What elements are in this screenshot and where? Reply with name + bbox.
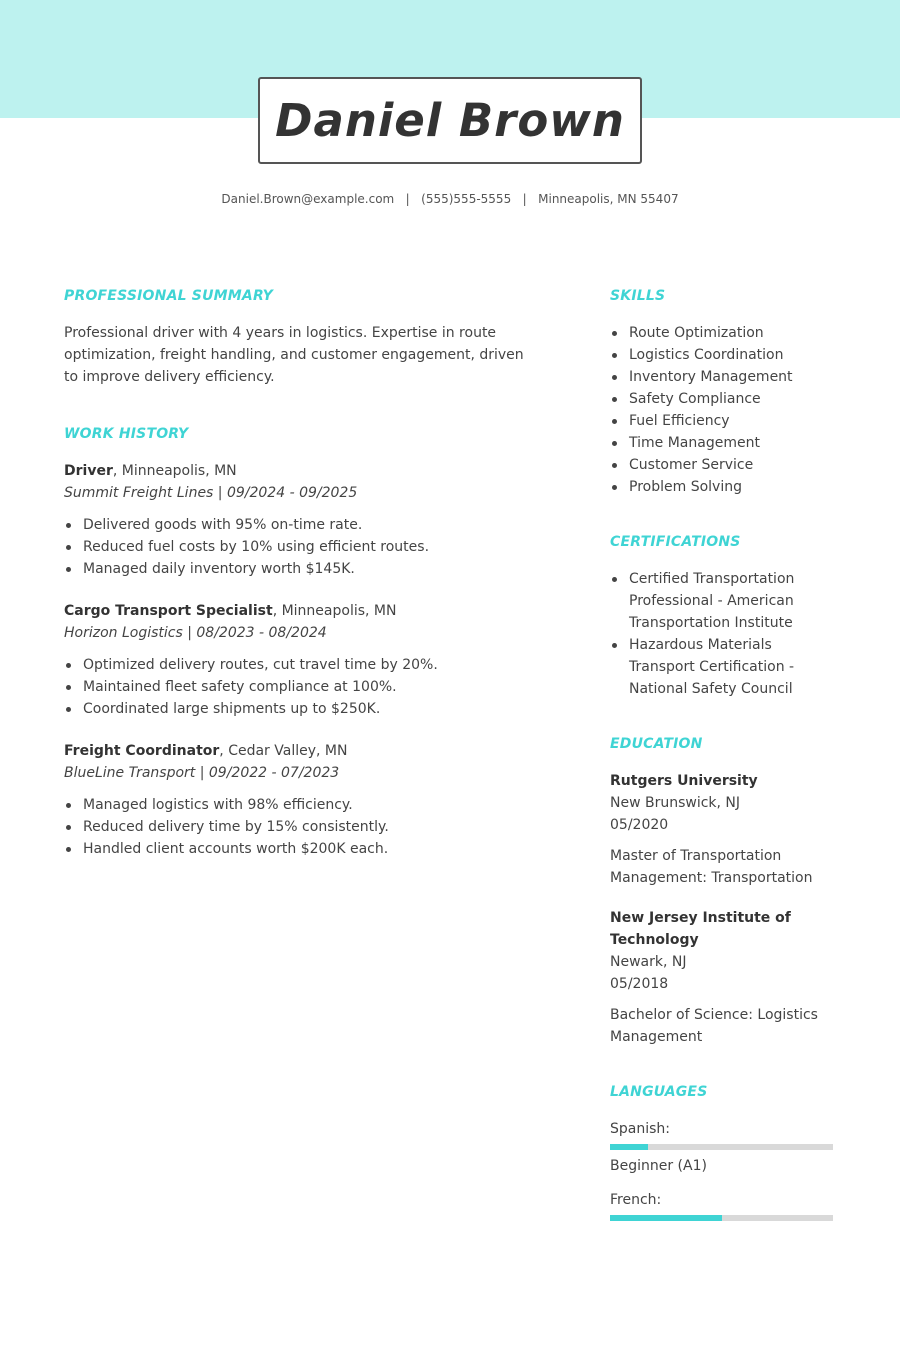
skills-list xyxy=(610,322,840,498)
list-item xyxy=(64,676,534,698)
language-proficiency-fill xyxy=(610,1215,722,1221)
certification-text: Hazardous Materials Transport Certification - National Safety Council xyxy=(629,637,795,697)
bullet-icon xyxy=(66,567,71,572)
certifications-title: CERTIFICATIONS xyxy=(610,534,741,550)
bullet-icon xyxy=(612,463,617,468)
language-name: Spanish: xyxy=(610,1121,670,1137)
bullet-text: Optimized delivery routes, cut travel time by 20%. xyxy=(83,657,438,673)
job-entry xyxy=(64,460,534,580)
graduation-date: 05/2018 xyxy=(610,976,669,992)
certification-item xyxy=(610,634,840,700)
job-entry xyxy=(64,740,534,860)
skill-text: Customer Service xyxy=(629,457,754,473)
list-item xyxy=(64,838,534,860)
list-item xyxy=(64,698,534,720)
bullet-text: Delivered goods with 95% on-time rate. xyxy=(83,517,363,533)
skill-text: Problem Solving xyxy=(629,479,742,495)
skill-item xyxy=(610,432,840,454)
job-bullets xyxy=(64,654,534,720)
list-item xyxy=(64,514,534,536)
bullet-icon xyxy=(612,577,617,582)
job-company-dates: Summit Freight Lines | 09/2024 - 09/2025 xyxy=(64,485,358,501)
job-role: Cargo Transport Specialist xyxy=(64,603,273,619)
language-proficiency-fill xyxy=(610,1144,648,1150)
bullet-icon xyxy=(612,441,617,446)
school-name: New Jersey Institute of Technology xyxy=(610,910,791,948)
skills-title: SKILLS xyxy=(610,288,666,304)
bullet-text: Reduced delivery time by 15% consistently. xyxy=(83,819,389,835)
skill-item xyxy=(610,454,840,476)
bullet-icon xyxy=(66,847,71,852)
skill-text: Time Management xyxy=(629,435,760,451)
bullet-icon xyxy=(612,643,617,648)
bullet-icon xyxy=(612,375,617,380)
job-bullets xyxy=(64,794,534,860)
skill-item xyxy=(610,344,840,366)
school-name: Rutgers University xyxy=(610,773,758,789)
language-proficiency-bar xyxy=(610,1144,833,1150)
job-bullets xyxy=(64,514,534,580)
bullet-icon xyxy=(612,331,617,336)
bullet-text: Reduced fuel costs by 10% using efficient routes. xyxy=(83,539,430,555)
certification-item xyxy=(610,568,840,634)
list-item xyxy=(64,558,534,580)
skill-item xyxy=(610,410,840,432)
bullet-icon xyxy=(612,397,617,402)
degree: Master of Transportation Management: Transportation xyxy=(610,848,813,886)
bullet-icon xyxy=(612,485,617,490)
skill-text: Fuel Efficiency xyxy=(629,413,730,429)
degree: Bachelor of Science: Logistics Management xyxy=(610,1007,818,1045)
language-entry xyxy=(610,1118,840,1177)
list-item xyxy=(64,536,534,558)
job-title-line xyxy=(64,600,534,622)
bullet-text: Managed daily inventory worth $145K. xyxy=(83,561,355,577)
skill-text: Inventory Management xyxy=(629,369,793,385)
job-role: Driver xyxy=(64,463,113,479)
bullet-text: Maintained fleet safety compliance at 100%. xyxy=(83,679,397,695)
language-level: Beginner (A1) xyxy=(610,1158,707,1174)
language-proficiency-bar xyxy=(610,1215,833,1221)
education-entry xyxy=(610,907,840,1048)
list-item xyxy=(64,816,534,838)
bullet-icon xyxy=(612,419,617,424)
education-title: EDUCATION xyxy=(610,736,703,752)
bullet-icon xyxy=(66,523,71,528)
skill-item xyxy=(610,476,840,498)
summary-title: PROFESSIONAL SUMMARY xyxy=(64,288,273,304)
skill-item xyxy=(610,388,840,410)
job-title-line xyxy=(64,460,534,482)
certification-text: Certified Transportation Professional - American Transportation Institute xyxy=(629,571,795,631)
bullet-icon xyxy=(66,545,71,550)
name-box xyxy=(258,77,642,164)
bullet-icon xyxy=(66,803,71,808)
list-item xyxy=(64,654,534,676)
languages-title: LANGUAGES xyxy=(610,1084,708,1100)
skill-item xyxy=(610,366,840,388)
job-title-line xyxy=(64,740,534,762)
list-item xyxy=(64,794,534,816)
skill-item xyxy=(610,322,840,344)
bullet-icon xyxy=(66,707,71,712)
language-entry xyxy=(610,1189,840,1221)
bullet-icon xyxy=(66,685,71,690)
skill-text: Route Optimization xyxy=(629,325,764,341)
job-company-dates: BlueLine Transport | 09/2022 - 07/2023 xyxy=(64,765,340,781)
job-location: , Minneapolis, MN xyxy=(272,603,397,619)
graduation-date: 05/2020 xyxy=(610,817,669,833)
education-entry xyxy=(610,770,840,889)
bullet-icon xyxy=(66,825,71,830)
skill-text: Logistics Coordination xyxy=(629,347,784,363)
school-location: New Brunswick, NJ xyxy=(610,795,741,811)
language-name: French: xyxy=(610,1192,662,1208)
summary-text: Professional driver with 4 years in logistics. Expertise in route optimization, freight handling, and customer engagement, driven to improve delivery efficiency. xyxy=(64,325,524,385)
bullet-text: Managed logistics with 98% efficiency. xyxy=(83,797,353,813)
bullet-icon xyxy=(66,663,71,668)
school-location: Newark, NJ xyxy=(610,954,687,970)
certifications-list xyxy=(610,568,840,700)
right-column xyxy=(610,288,840,1226)
skill-text: Safety Compliance xyxy=(629,391,761,407)
job-location: , Cedar Valley, MN xyxy=(219,743,348,759)
contact-line: Daniel.Brown@example.com | (555)555-5555 | Minneapolis, MN 55407 xyxy=(221,192,679,206)
job-location: , Minneapolis, MN xyxy=(112,463,237,479)
job-company-dates: Horizon Logistics | 08/2023 - 08/2024 xyxy=(64,625,327,641)
candidate-name: Daniel Brown xyxy=(275,94,625,147)
job-role: Freight Coordinator xyxy=(64,743,220,759)
bullet-icon xyxy=(612,353,617,358)
bullet-text: Handled client accounts worth $200K each. xyxy=(83,841,389,857)
bullet-text: Coordinated large shipments up to $250K. xyxy=(83,701,381,717)
left-column xyxy=(64,288,534,880)
job-entry xyxy=(64,600,534,720)
work-history-title: WORK HISTORY xyxy=(64,426,189,442)
